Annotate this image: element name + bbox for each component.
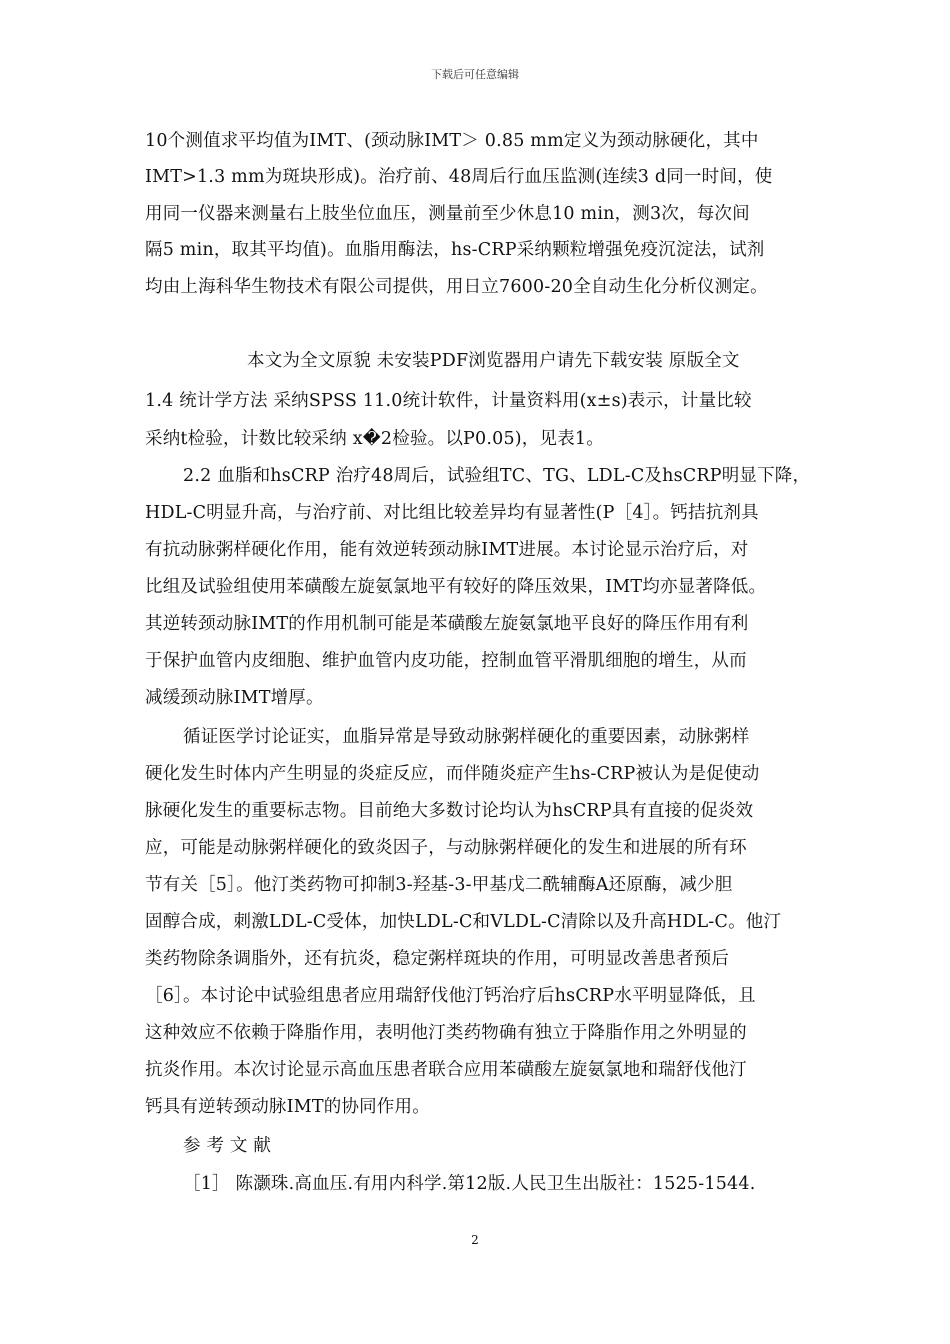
reference-item: ［1］ 陈灏珠.高血压.有用内科学.第12版.人民卫生出版社：1525-1544. <box>183 1174 756 1194</box>
text-line: 应，可能是动脉粥样硬化的致炎因子，与动脉粥样硬化的发生和进展的所有环 <box>145 838 747 858</box>
text-line: 采纳t检验，计数比较采纳 x�2检验。以P0.05)，见表1。 <box>145 429 604 449</box>
text-line: 这种效应不依赖于降脂作用，表明他汀类药物确有独立于降脂作用之外明显的 <box>145 1023 747 1043</box>
text-line: 固醇合成，刺激LDL-C受体，加快LDL-C和VLDL-C清除以及升高HDL-C。他汀 <box>145 912 782 932</box>
text-line: 于保护血管内皮细胞、维护血管内皮功能，控制血管平滑肌细胞的增生，从而 <box>145 651 747 671</box>
text-line: 硬化发生时体内产生明显的炎症反应，而伴随炎症产生hs-CRP被认为是促使动 <box>145 764 760 784</box>
text-line: 隔5 min，取其平均值)。血脂用酶法，hs-CRP采纳颗粒增强免疫沉淀法，试剂 <box>145 240 765 260</box>
text-line: IMT>1.3 mm为斑块形成)。治疗前、48周后行血压监测(连续3 d同一时间，使 <box>145 167 773 187</box>
text-line: 节有关［5］。他汀类药物可抑制3-羟基-3-甲基戊二酰辅酶A还原酶，减少胆 <box>145 875 733 895</box>
text-line: 类药物除条调脂外，还有抗炎，稳定粥样斑块的作用，可明显改善患者预后 <box>145 949 730 969</box>
text-line: 10个测值求平均值为IMT、(颈动脉IMT＞ 0.85 mm定义为颈动脉硬化，其中 <box>145 131 759 151</box>
text-line: 循证医学讨论证实，血脂异常是导致动脉粥样硬化的重要因素，动脉粥样 <box>183 727 750 747</box>
text-line: 其逆转颈动脉IMT的作用机制可能是苯磺酸左旋氨氯地平良好的降压作用有利 <box>145 614 749 634</box>
text-line: 1.4 统计学方法 采纳SPSS 11.0统计软件，计量资料用(x±s)表示，计量比较 <box>145 391 752 411</box>
page-header: 下载后可任意编辑 <box>431 68 519 81</box>
text-line: 用同一仪器来测量右上肢坐位血压，测量前至少休息10 min，测3次，每次间 <box>145 204 750 224</box>
text-line: 本文为全文原貌 未安装PDF浏览器用户请先下载安装 原版全文 <box>247 351 740 371</box>
text-line: 钙具有逆转颈动脉IMT的协同作用。 <box>145 1097 430 1117</box>
text-line: 2.2 血脂和hsCRP 治疗48周后，试验组TC、TG、LDL-C及hsCRP明显下降， <box>183 466 811 486</box>
text-line: 有抗动脉粥样硬化作用，能有效逆转颈动脉IMT进展。本讨论显示治疗后，对 <box>145 540 749 560</box>
references-heading: 参 考 文 献 <box>183 1136 272 1156</box>
page-number: 2 <box>471 1233 479 1247</box>
text-line: 脉硬化发生的重要标志物。目前绝大多数讨论均认为hsCRP具有直接的促炎效 <box>145 801 754 821</box>
text-line: 减缓颈动脉IMT增厚。 <box>145 688 324 708</box>
text-line: 均由上海科华生物技术有限公司提供，用日立7600-20全自动生化分析仪测定。 <box>145 277 768 297</box>
text-line: HDL-C明显升高，与治疗前、对比组比较差异均有显著性(P［4］。钙拮抗剂具 <box>145 503 759 523</box>
text-line: 抗炎作用。本次讨论显示高血压患者联合应用苯磺酸左旋氨氯地和瑞舒伐他汀 <box>145 1060 747 1080</box>
text-line: ［6］。本讨论中试验组患者应用瑞舒伐他汀钙治疗后hsCRP水平明显降低，且 <box>145 986 756 1006</box>
text-line: 比组及试验组使用苯磺酸左旋氨氯地平有较好的降压效果，IMT均亦显著降低。 <box>145 577 767 597</box>
